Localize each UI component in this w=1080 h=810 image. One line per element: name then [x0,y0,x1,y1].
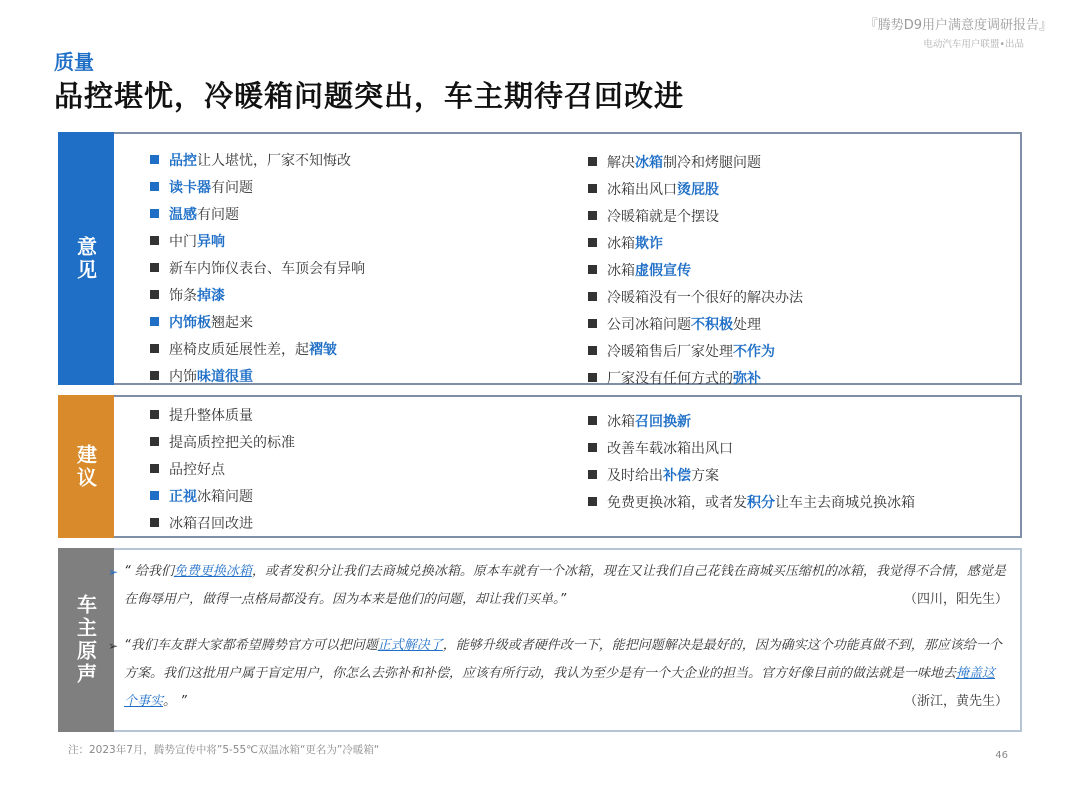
square-bullet-icon [150,410,159,419]
item-text: 冰箱 [607,413,635,430]
section-label: 质量 [54,50,94,74]
item-text: 冰箱出风口 [607,181,677,198]
item-text: 饰条 [169,287,197,304]
square-bullet-icon [588,319,597,328]
square-bullet-icon [588,238,597,247]
item-text: 提高质控把关的标准 [169,434,295,451]
square-bullet-icon [588,157,597,166]
highlight-text: 味道很重 [197,368,253,385]
item-text: 及时给出 [607,467,663,484]
voice-label: 车主原声 [73,594,98,686]
item-text: 冰箱问题 [197,488,253,505]
item-text: 品控好点 [169,461,225,478]
highlight-text: 异响 [197,233,225,250]
square-bullet-icon [588,346,597,355]
square-bullet-icon [588,497,597,506]
quote-text: ，能够升级或者硬件改一下，能把问题解决是最好的，因为确实这个功能真做不到，那应该给一个方案。我们这批用户属于盲定用户，你怎么去弥补和补偿，应该有所行动，我认为至少是有一个大企业的担当。官方好像目前的做法就是一味地去 [124,638,1002,681]
list-item [588,310,803,337]
highlight-text: 补偿 [663,467,691,484]
square-bullet-icon [588,292,597,301]
square-bullet-icon [150,155,159,164]
list-item [150,281,365,308]
voice-side-label [58,548,114,732]
square-bullet-icon [150,317,159,326]
item-text: 制冷和烤腿问题 [663,154,761,171]
item-text: 冷暖箱就是个摆设 [607,208,719,225]
list-item [150,401,295,428]
report-title: 『腾势D9用户满意度调研报告』 [864,18,1052,33]
item-text: 内饰 [169,368,197,385]
item-text: 座椅皮质延展性差，起 [169,341,309,358]
quote-source: （四川，阳先生） [903,592,1008,607]
item-text: 中门 [169,233,197,250]
list-item [588,407,915,434]
square-bullet-icon [150,209,159,218]
underlined-text: 正式解决了 [377,638,443,653]
list-item [588,337,803,364]
headline: 品控堪忧，冷暖箱问题突出，车主期待召回改进 [54,79,685,113]
highlight-text: 掉漆 [197,287,225,304]
highlight-text: 召回换新 [635,413,691,430]
list-item [150,362,365,389]
highlight-text: 不积极 [691,316,733,333]
item-text: 有问题 [197,206,239,223]
item-text: 让人堪忧，厂家不知悔改 [197,152,351,169]
quote-text: “我们车友群大家都希望腾势官方可以把问题 [124,638,378,653]
underlined-text: 掩盖这个事实 [124,666,996,709]
square-bullet-icon [150,290,159,299]
item-text: 方案 [691,467,719,484]
item-text: 提升整体质量 [169,407,253,424]
opinion-label: 意见 [73,235,98,282]
quote-text: 。 ” [163,694,187,709]
list-item [588,202,803,229]
highlight-text: 烫屁股 [677,181,719,198]
square-bullet-icon [150,263,159,272]
highlight-text: 不作为 [733,343,775,360]
item-text: 免费更换冰箱，或者发 [607,494,747,511]
item-text: 冷暖箱没有一个很好的解决办法 [607,289,803,306]
square-bullet-icon [588,373,597,382]
opinion-side-label [58,132,114,385]
item-text: 冰箱 [607,262,635,279]
owner-voice-box [58,548,1022,732]
item-text: 厂家没有任何方式的 [607,370,733,387]
item-text: 冷暖箱售后厂家处理 [607,343,733,360]
suggestion-label: 建议 [73,443,98,490]
highlight-text: 读卡器 [169,179,211,196]
list-item [588,283,803,310]
list-item [150,428,295,455]
item-text: 翘起来 [211,314,253,331]
item-text: 让车主去商城兑换冰箱 [775,494,915,511]
quote-text: “ 给我们 [124,564,174,579]
square-bullet-icon [588,184,597,193]
quote-text: ，或者发积分让我们去商城兑换冰箱。原本车就有一个冰箱，现在又让我们自己花钱在商城买压缩机的冰箱，我觉得不合情，感觉是在侮辱用户，做得一点格局都没有。因为本来是他们的问题，却让我们买单。” [124,564,1006,607]
square-bullet-icon [150,464,159,473]
list-item [150,482,295,509]
footnote: 注：2023年7月，腾势宣传中将”5-55℃双温冰箱“更名为”冷暖箱“ [68,744,380,756]
highlight-text: 积分 [747,494,775,511]
square-bullet-icon [150,371,159,380]
item-text: 解决 [607,154,635,171]
quote-source: （浙江，黄先生） [903,694,1008,709]
list-item [150,335,365,362]
list-item [588,175,803,202]
list-item [588,229,803,256]
owner-quote [108,558,1008,614]
report-subtitle: 电动汽车用户联盟•出品 [923,39,1024,50]
opinion-box [58,132,1022,385]
page-number: 46 [995,750,1008,761]
item-text: 改善车载冰箱出风口 [607,440,733,457]
arrow-bullet-icon: ➢ [108,565,119,579]
highlight-text: 虚假宣传 [635,262,691,279]
list-item [588,434,915,461]
square-bullet-icon [150,491,159,500]
square-bullet-icon [588,265,597,274]
list-item [150,146,365,173]
list-item [150,200,365,227]
list-item [150,227,365,254]
list-item [588,256,803,283]
highlight-text: 正视 [169,488,197,505]
list-item [588,364,803,391]
highlight-text: 冰箱 [635,154,663,171]
list-item [150,509,295,536]
highlight-text: 内饰板 [169,314,211,331]
item-text: 有问题 [211,179,253,196]
opinion-list-left [150,146,365,389]
item-text: 公司冰箱问题 [607,316,691,333]
square-bullet-icon [150,437,159,446]
square-bullet-icon [588,211,597,220]
square-bullet-icon [588,470,597,479]
item-text: 冰箱召回改进 [169,515,253,532]
item-text: 处理 [733,316,761,333]
suggestion-side-label [58,395,114,538]
highlight-text: 温感 [169,206,197,223]
highlight-text: 弥补 [733,370,761,387]
square-bullet-icon [150,518,159,527]
opinion-list-right [588,148,803,391]
list-item [150,455,295,482]
item-text: 冰箱 [607,235,635,252]
highlight-text: 褶皱 [309,341,337,358]
highlight-text: 品控 [169,152,197,169]
highlight-text: 欺诈 [635,235,663,252]
square-bullet-icon [588,416,597,425]
list-item [150,254,365,281]
list-item [588,148,803,175]
list-item [150,308,365,335]
suggestion-list-left [150,401,295,536]
owner-quote [108,632,1008,716]
list-item [150,173,365,200]
list-item [588,488,915,515]
suggestion-box [58,395,1022,538]
square-bullet-icon [588,443,597,452]
suggestion-list-right [588,407,915,515]
square-bullet-icon [150,182,159,191]
square-bullet-icon [150,344,159,353]
square-bullet-icon [150,236,159,245]
list-item [588,461,915,488]
item-text: 新车内饰仪表台、车顶会有异响 [169,260,365,277]
arrow-bullet-icon: ➢ [108,639,119,653]
underlined-text: 免费更换冰箱 [173,564,252,579]
